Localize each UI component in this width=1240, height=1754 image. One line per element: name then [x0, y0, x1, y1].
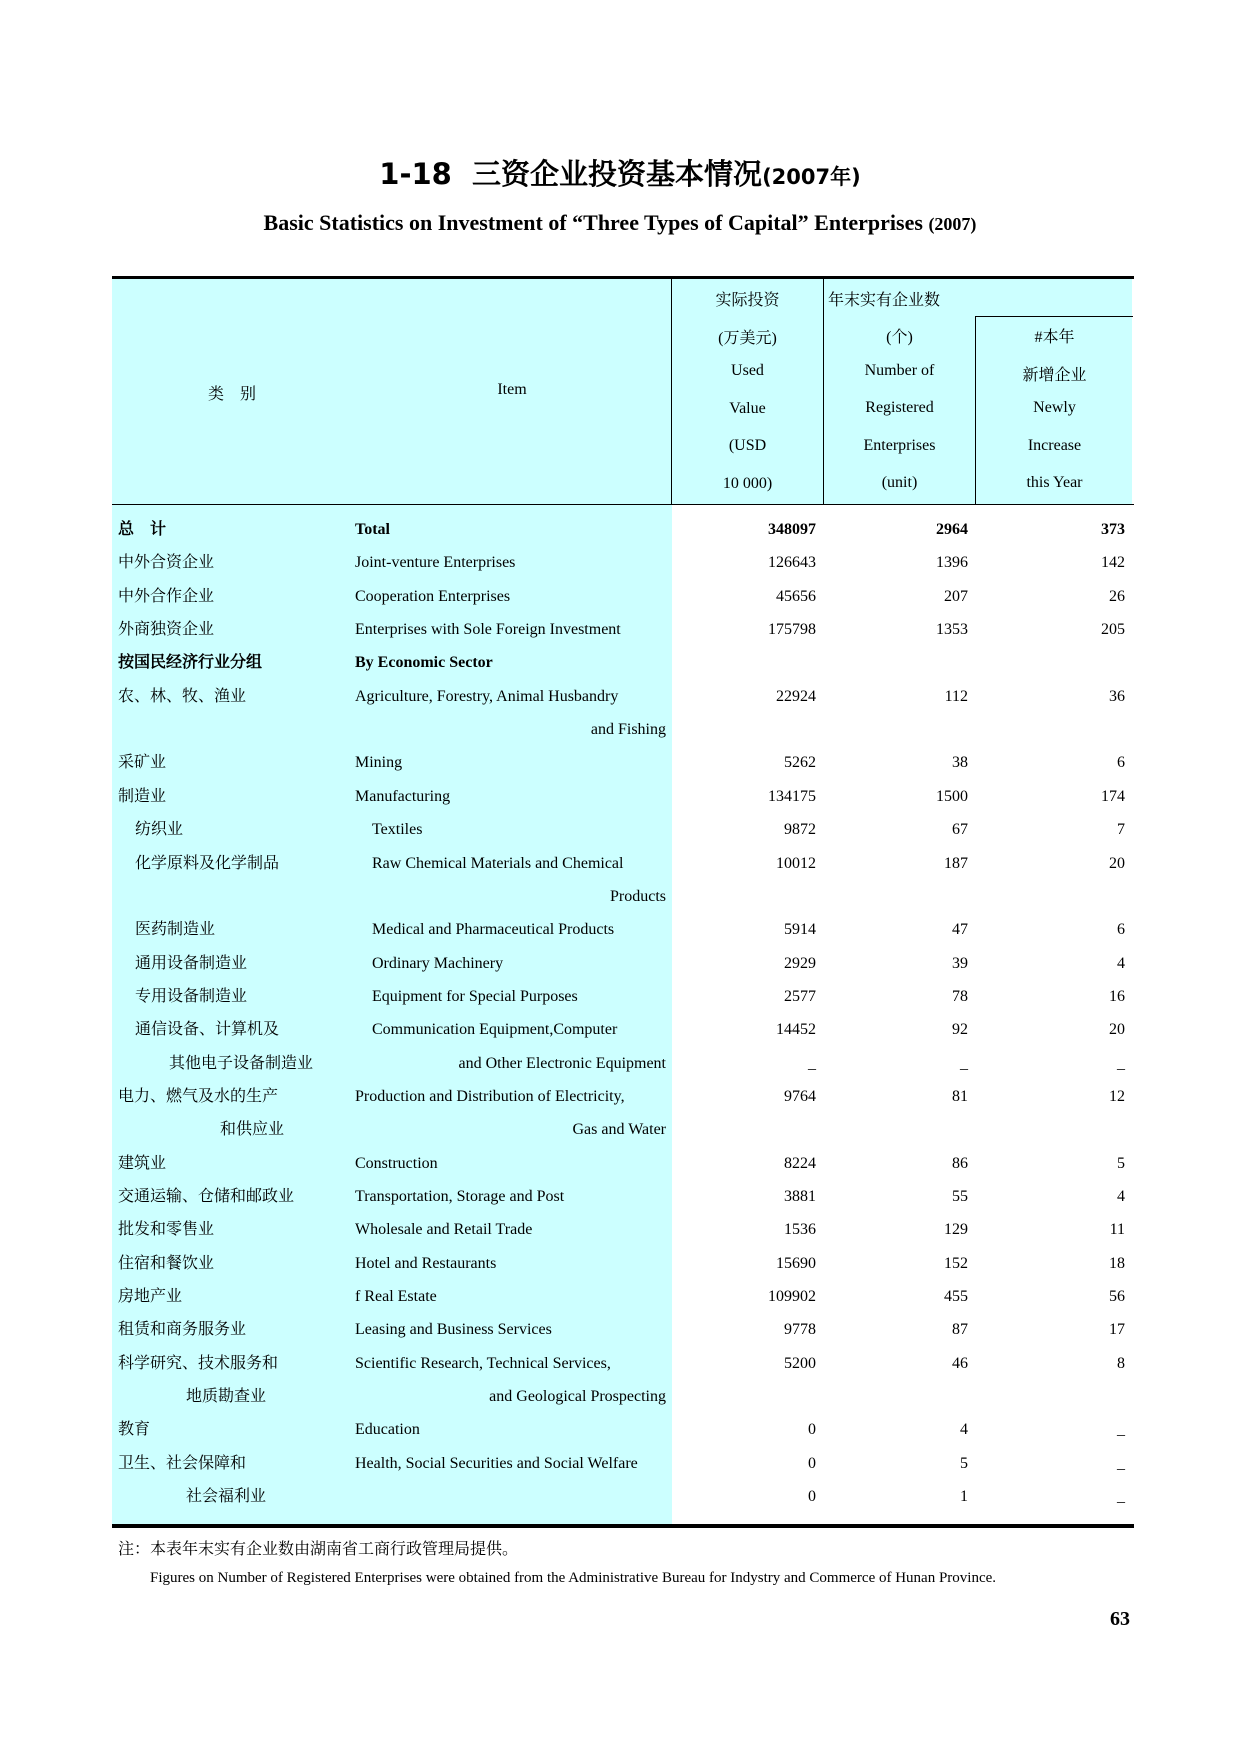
row-used-value: 14452: [776, 1021, 816, 1039]
header-used-value-line: 10 000): [722, 474, 773, 492]
row-label-cn: 纺织业: [135, 821, 184, 839]
row-used-value: 1536: [784, 1221, 816, 1239]
header-registered-line: Number of: [864, 361, 935, 379]
header-item: Item: [497, 381, 527, 398]
row-newly: _: [1117, 1454, 1125, 1472]
row-registered: 1396: [936, 554, 968, 572]
row-label-en: Ordinary Machinery: [372, 954, 504, 972]
row-newly: 11: [1109, 1221, 1125, 1239]
row-newly: 36: [1109, 687, 1125, 705]
row-label-cn: 租赁和商务服务业: [118, 1321, 247, 1339]
row-used-value: 9872: [784, 821, 816, 839]
row-newly: 18: [1109, 1254, 1125, 1272]
row-registered: 2964: [936, 521, 968, 538]
row-newly: 4: [1117, 1188, 1125, 1205]
row-label-cn: 房地产业: [118, 1288, 183, 1306]
table-bottom-rule: [112, 1524, 1134, 1528]
row-used-value: 5914: [784, 921, 816, 939]
row-newly: 20: [1109, 854, 1125, 872]
row-label-en: Leasing and Business Services: [355, 1321, 552, 1339]
row-newly: 26: [1109, 587, 1125, 605]
row-newly: _: [1117, 1488, 1125, 1506]
row-registered: 5: [960, 1454, 968, 1472]
row-label-cn: 按国民经济行业分组: [118, 654, 263, 672]
row-registered: 39: [952, 954, 968, 972]
row-registered: 78: [952, 987, 968, 1005]
row-used-value: 348097: [768, 521, 816, 538]
row-label-cn: 电力、燃气及水的生产: [118, 1087, 279, 1105]
row-label-cn: 科学研究、技术服务和: [118, 1354, 279, 1372]
row-used-value: 3881: [784, 1188, 816, 1205]
row-used-value: 175798: [768, 621, 816, 639]
table-number: 1-18: [379, 157, 452, 191]
header-registered-line: Enterprises: [863, 436, 936, 454]
row-used-value: 8224: [784, 1154, 816, 1172]
row-label-en: Products: [610, 887, 666, 905]
row-used-value: 22924: [776, 687, 816, 705]
row-used-value: 109902: [768, 1288, 816, 1306]
header-newly-line: Increase: [1027, 436, 1082, 454]
row-label-en: Production and Distribution of Electricity,: [355, 1087, 625, 1105]
row-used-value: 134175: [768, 787, 816, 805]
row-registered: 129: [944, 1221, 968, 1239]
header-registered-line: (个): [886, 329, 913, 346]
row-label-en: Wholesale and Retail Trade: [355, 1221, 533, 1239]
row-label-en: Textiles: [372, 821, 423, 839]
row-label-cn: 中外合资企业: [118, 554, 215, 572]
header-used-value-line: Value: [729, 399, 766, 417]
row-registered: 87: [952, 1321, 968, 1339]
row-newly: 205: [1101, 621, 1125, 639]
row-newly: 174: [1101, 787, 1125, 805]
row-label-cn: 批发和零售业: [118, 1221, 215, 1239]
row-label-cn: 制造业: [118, 787, 167, 805]
row-label-en: Health, Social Securities and Social Welfare: [355, 1454, 638, 1472]
row-registered: 1500: [936, 787, 968, 805]
header-divider-2: [823, 279, 824, 504]
row-label-cn: 和供应业: [220, 1121, 285, 1139]
row-used-value: 2577: [784, 987, 816, 1005]
row-label-cn: 地质勘查业: [186, 1388, 267, 1406]
row-used-value: 0: [808, 1488, 816, 1506]
row-used-value: 10012: [776, 854, 816, 872]
row-registered: 455: [944, 1288, 968, 1306]
row-label-en: Agriculture, Forestry, Animal Husbandry: [355, 687, 619, 705]
row-label-en: Construction: [355, 1154, 438, 1172]
row-used-value: _: [808, 1054, 816, 1072]
row-label-cn: 外商独资企业: [118, 621, 215, 639]
row-used-value: 0: [808, 1454, 816, 1472]
row-label-cn: 医药制造业: [135, 921, 216, 939]
table-top-rule: [112, 276, 1134, 279]
row-label-cn: 总 计: [118, 521, 167, 538]
row-newly: 8: [1117, 1354, 1125, 1372]
row-label-en: Education: [355, 1421, 420, 1439]
row-newly: 5: [1117, 1154, 1125, 1172]
title-en-text: Basic Statistics on Investment of “Three Types of Capital” Enterprises: [263, 210, 923, 235]
row-registered: 4: [960, 1421, 968, 1439]
row-registered: 81: [952, 1087, 968, 1105]
row-label-en: By Economic Sector: [355, 654, 493, 672]
row-used-value: 126643: [768, 554, 816, 572]
row-registered: 92: [952, 1021, 968, 1039]
row-newly: 4: [1117, 954, 1125, 972]
row-used-value: 5200: [784, 1354, 816, 1372]
row-newly: 16: [1109, 987, 1125, 1005]
row-label-cn: 其他电子设备制造业: [169, 1054, 314, 1072]
row-label-en: Hotel and Restaurants: [355, 1254, 497, 1272]
row-registered: 46: [952, 1354, 968, 1372]
row-registered: 38: [952, 754, 968, 772]
row-label-cn: 教育: [118, 1421, 151, 1439]
row-label-en: Equipment for Special Purposes: [372, 987, 578, 1005]
page-title-cn: [0, 152, 1240, 193]
header-newly-line: Newly: [1033, 399, 1076, 416]
row-newly: 6: [1117, 754, 1125, 772]
row-registered: 1: [960, 1488, 968, 1506]
row-registered: 207: [944, 587, 968, 605]
row-label-en: Total: [355, 521, 390, 538]
row-label-cn: 农、林、牧、渔业: [118, 687, 247, 705]
row-newly: 142: [1101, 554, 1125, 572]
row-newly: 373: [1101, 521, 1125, 538]
row-used-value: 0: [808, 1421, 816, 1439]
row-label-en: and Other Electronic Equipment: [458, 1054, 666, 1072]
row-newly: 12: [1109, 1087, 1125, 1105]
row-newly: _: [1117, 1421, 1125, 1439]
header-registered-line: Registered: [865, 399, 934, 416]
row-newly: 6: [1117, 921, 1125, 939]
row-label-cn: 通信设备、计算机及: [135, 1021, 280, 1039]
row-label-cn: 建筑业: [118, 1154, 167, 1172]
header-registered-line: (unit): [881, 474, 918, 491]
row-used-value: 15690: [776, 1254, 816, 1272]
header-category: 类 别: [207, 386, 256, 403]
row-label-cn: 通用设备制造业: [135, 954, 248, 972]
row-registered: 55: [952, 1188, 968, 1205]
row-label-en: and Fishing: [590, 721, 666, 739]
header-used-value-line: (万美元): [718, 329, 777, 347]
page-number: 63: [1110, 1608, 1130, 1630]
row-label-en: Enterprises with Sole Foreign Investment: [355, 621, 621, 639]
row-label-cn: 采矿业: [118, 754, 167, 772]
row-registered: 187: [944, 854, 968, 872]
row-label-en: f Real Estate: [355, 1288, 437, 1306]
note-cn: 注：本表年末实有企业数由湖南省工商行政管理局提供。: [118, 1541, 519, 1558]
row-used-value: 9764: [784, 1087, 816, 1105]
row-label-en: Cooperation Enterprises: [355, 587, 511, 605]
header-newly-line: 新增企业: [1022, 366, 1087, 384]
row-label-cn: 住宿和餐饮业: [118, 1254, 215, 1272]
header-sub-rule: [975, 316, 1133, 317]
row-label-cn: 社会福利业: [186, 1488, 267, 1506]
row-registered: 112: [944, 687, 968, 705]
row-used-value: 5262: [784, 754, 816, 772]
title-en-year: (2007): [928, 214, 977, 234]
row-label-en: Joint-venture Enterprises: [355, 554, 516, 572]
row-registered: 47: [952, 921, 968, 939]
row-label-cn: 化学原料及化学制品: [135, 854, 280, 872]
row-newly: 56: [1109, 1288, 1125, 1306]
row-newly: 17: [1109, 1321, 1125, 1339]
row-label-en: Medical and Pharmaceutical Products: [372, 921, 615, 939]
header-registered-group: 年末实有企业数: [828, 292, 941, 309]
row-label-en: Manufacturing: [355, 787, 451, 805]
row-used-value: 9778: [784, 1321, 816, 1339]
row-label-en: Scientific Research, Technical Services,: [355, 1354, 611, 1372]
page-title-en: [0, 210, 1240, 236]
header-bottom-rule: [112, 504, 1134, 505]
row-label-cn: 卫生、社会保障和: [118, 1454, 247, 1472]
title-cn-year: (2007年): [762, 165, 861, 189]
header-newly-line: #本年: [1034, 329, 1075, 346]
row-registered: 86: [952, 1154, 968, 1172]
row-newly: 20: [1109, 1021, 1125, 1039]
row-registered: 152: [944, 1254, 968, 1272]
title-cn-text: 三资企业投资基本情况: [472, 157, 763, 191]
row-label-en: Mining: [355, 754, 403, 772]
header-used-value-line: Used: [731, 362, 764, 379]
note-en: Figures on Number of Registered Enterprises were obtained from the Administrative Bureau for Indystry and Commerce of Hunan Province.: [150, 1570, 997, 1586]
row-label-en: and Geological Prospecting: [489, 1388, 666, 1406]
row-newly: _: [1117, 1054, 1125, 1072]
row-label-en: Gas and Water: [572, 1121, 666, 1139]
header-newly-line: this Year: [1026, 474, 1083, 491]
row-label-cn: 中外合作企业: [118, 587, 215, 605]
row-used-value: 45656: [776, 587, 816, 605]
row-registered: 1353: [936, 621, 968, 639]
header-used-value-line: (USD: [728, 437, 767, 454]
row-newly: 7: [1117, 821, 1125, 839]
row-registered: _: [960, 1054, 968, 1072]
row-label-cn: 专用设备制造业: [135, 987, 248, 1005]
row-used-value: 2929: [784, 954, 816, 972]
row-label-en: Transportation, Storage and Post: [355, 1188, 565, 1205]
row-label-en: Raw Chemical Materials and Chemical: [372, 854, 624, 872]
row-label-en: Communication Equipment,Computer: [372, 1021, 618, 1039]
row-registered: 67: [952, 821, 968, 839]
row-label-cn: 交通运输、仓储和邮政业: [118, 1188, 295, 1205]
header-used-value-line: 实际投资: [715, 292, 780, 309]
